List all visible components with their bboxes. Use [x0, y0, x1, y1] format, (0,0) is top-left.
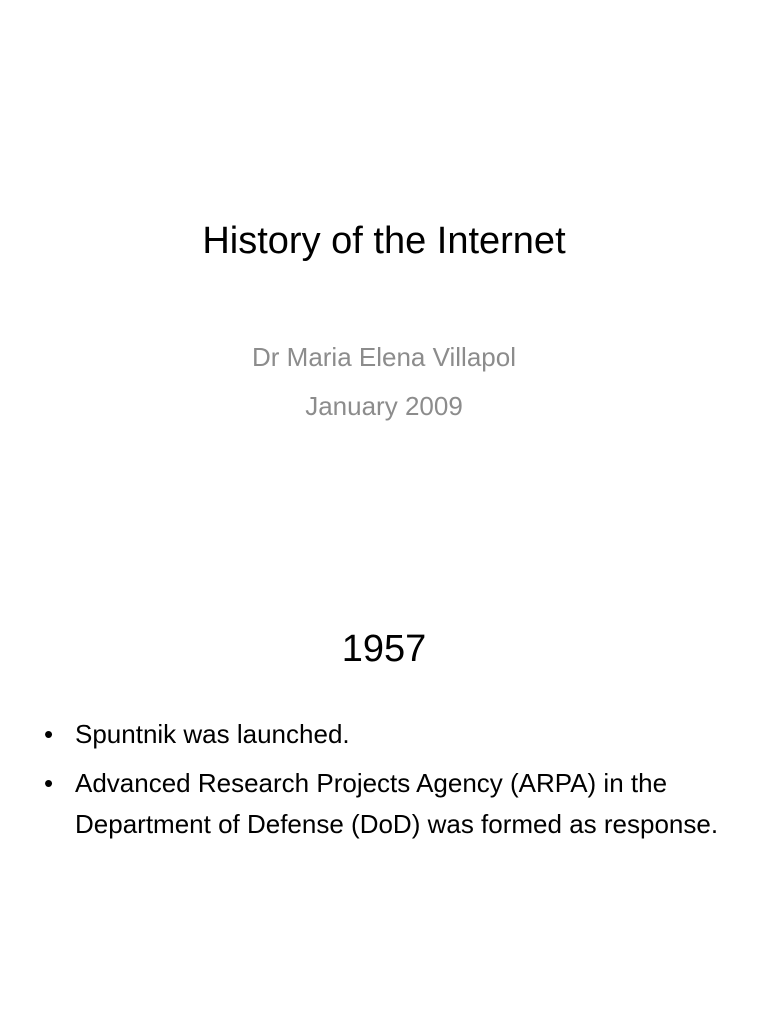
bullet-icon: • — [44, 768, 54, 798]
presentation-date: January 2009 — [305, 391, 463, 421]
slide-1957 — [0, 576, 768, 1024]
bullet-list — [44, 714, 734, 853]
bullet-item — [44, 763, 734, 845]
bullet-icon: • — [44, 719, 54, 749]
bullet-text: Advanced Research Projects Agency (ARPA) in the Department of Defense (DoD) was formed as response. — [75, 768, 719, 839]
bullet-item — [44, 714, 734, 755]
author-name: Dr Maria Elena Villapol — [252, 342, 516, 372]
slide-heading: 1957 — [341, 628, 427, 670]
bullet-text: Spuntnik was launched. — [75, 719, 350, 749]
presentation-subtitle — [0, 333, 768, 431]
presentation-title: History of the Internet — [202, 220, 566, 262]
